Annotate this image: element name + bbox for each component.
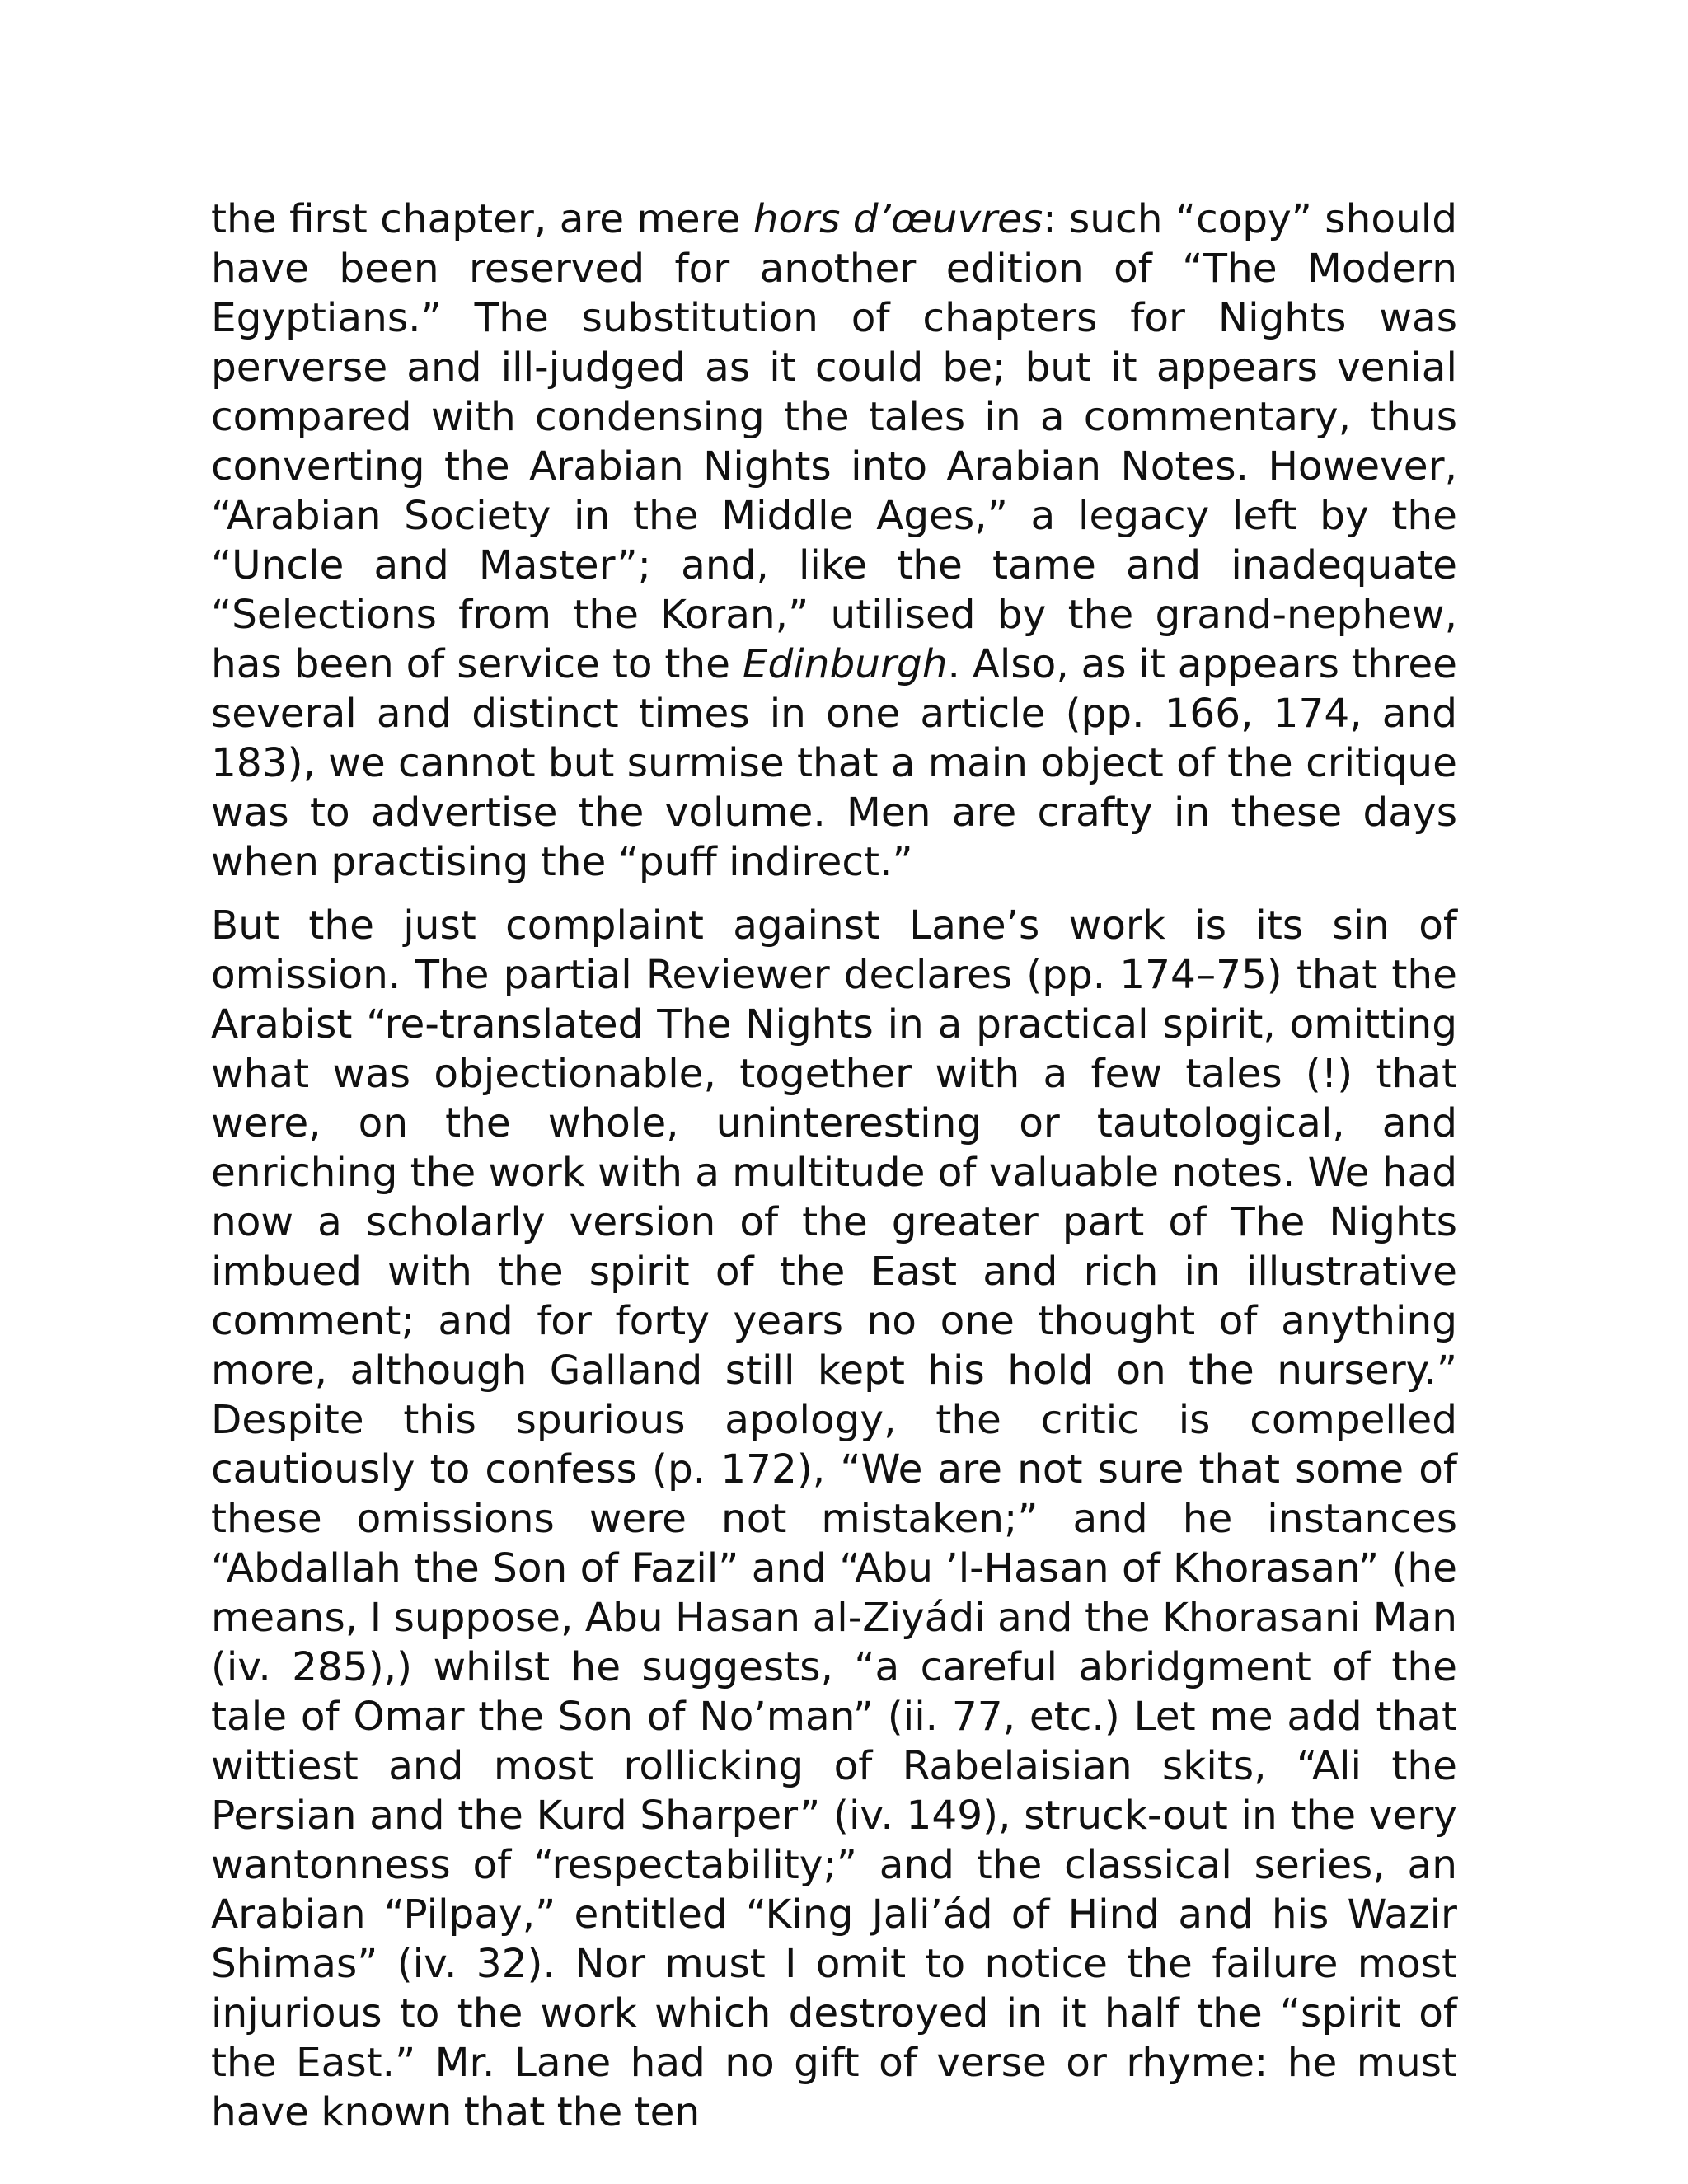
italic-phrase-hors-doeuvres: hors d’œuvres xyxy=(753,196,1043,242)
paragraph-1-text: the first chapter, are mere xyxy=(211,196,753,242)
paragraph-2 xyxy=(211,901,1457,2137)
paragraph-2-text: But the just complaint against Lane’s work is its sin of omission. The partial Reviewer declares (pp. 174–75) that the Arabist “re-translated The Nights in a practical spirit, omitting what was objectionable, together with a few tales (!) that were, on the whole, uninteresting or tautological, and enriching the work with a multitude of valuable notes. We had now a scholarly version of the greater part of The Nights imbued with the spirit of the East and rich in illustrative comment; and for forty years no one thought of anything more, although Galland still kept his hold on the nursery.” Despite this spurious apology, the critic is compelled cautiously to confess (p. 172), “We are not sure that some of these omissions were not mistaken;” and he instances “Abdallah the Son of Fazil” and “Abu ’l-Hasan of Khorasan” (he means, I suppose, Abu Hasan al-Ziyádi and the Khorasani Man (iv. 285),) whilst he suggests, “a careful abridgment of the tale of Omar the Son of No’man” (ii. 77, etc.) Let me add that wittiest and most rollicking of Rabelaisian skits, “Ali the Persian and the Kurd Sharper” (iv. 149), struck-out in the very wantonness of “respectability;” and the classical series, an Arabian “Pilpay,” entitled “King Jali’ád of Hind and his Wazir Shimas” (iv. 32). Nor must I omit to notice the failure most injurious to the work which destroyed in it half the “spirit of the East.” Mr. Lane had no gift of verse or rhyme: he must have known that the ten xyxy=(211,902,1457,2135)
paragraph-1-text: . Also, as it appears three several and distinct times in one article (pp. 166, 174, and 183), we cannot but surmise that a main object of the critique was to advertise the volume. Men are crafty in these days when practising the “puff indirect.” xyxy=(211,641,1457,885)
paragraph-1 xyxy=(211,194,1457,887)
paragraph-1-text: : such “copy” should have been reserved for another edition of “The Modern Egyptians.” The substitution of chapters for Nights was perverse and ill-judged as it could be; but it appears venial compared with condensing the tales in a commentary, thus converting the Arabian Nights into Arabian Notes. However, “Arabian Society in the Middle Ages,” a legacy left by the “Uncle and Master”; and, like the tame and inadequate “Selections from the Koran,” utilised by the grand-nephew, has been of service to the xyxy=(211,196,1457,687)
body-text xyxy=(211,194,1457,2137)
italic-title-edinburgh: Edinburgh xyxy=(742,641,948,687)
